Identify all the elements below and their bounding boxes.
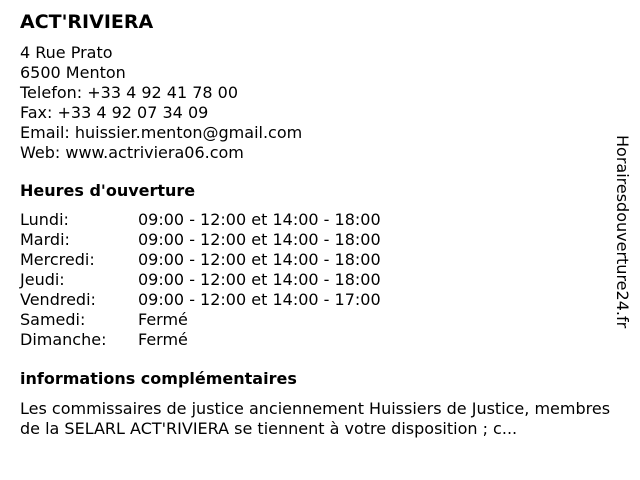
address-street: 4 Rue Prato — [20, 43, 113, 62]
hours-table — [20, 210, 620, 350]
hours-time: 09:00 - 12:00 et 14:00 - 18:00 — [138, 270, 381, 289]
info-heading: informations complémentaires — [20, 369, 297, 388]
email-address: Email: huissier.menton@gmail.com — [20, 123, 303, 142]
hours-row — [20, 270, 620, 290]
phone-number: Telefon: +33 4 92 41 78 00 — [20, 83, 239, 102]
hours-row — [20, 210, 620, 230]
hours-row — [20, 330, 620, 350]
hours-day: Mardi: — [20, 230, 70, 249]
hours-row — [20, 230, 620, 250]
hours-day: Lundi: — [20, 210, 69, 229]
business-card — [20, 10, 620, 439]
hours-row — [20, 250, 620, 270]
business-name: ACT'RIVIERA — [20, 11, 154, 33]
hours-day: Dimanche: — [20, 330, 107, 349]
hours-time: 09:00 - 12:00 et 14:00 - 18:00 — [138, 250, 381, 269]
hours-day: Mercredi: — [20, 250, 95, 269]
hours-row — [20, 310, 620, 330]
hours-time: Fermé — [138, 330, 188, 349]
address-city: 6500 Menton — [20, 63, 126, 82]
hours-time: 09:00 - 12:00 et 14:00 - 18:00 — [138, 210, 381, 229]
hours-heading: Heures d'ouverture — [20, 181, 196, 200]
hours-time: Fermé — [138, 310, 188, 329]
hours-day: Jeudi: — [20, 270, 65, 289]
hours-day: Samedi: — [20, 310, 86, 329]
fax-number: Fax: +33 4 92 07 34 09 — [20, 103, 209, 122]
info-description: Les commissaires de justice anciennement Huissiers de Justice, membres de la SELARL ACT'RIVIERA se tiennent à votre disposition ; c... — [20, 399, 611, 438]
site-watermark: Horairesdouverture24.fr — [613, 135, 632, 329]
hours-day: Vendredi: — [20, 290, 96, 309]
hours-time: 09:00 - 12:00 et 14:00 - 18:00 — [138, 230, 381, 249]
website: Web: www.actriviera06.com — [20, 143, 244, 162]
hours-time: 09:00 - 12:00 et 14:00 - 17:00 — [138, 290, 381, 309]
hours-row — [20, 290, 620, 310]
